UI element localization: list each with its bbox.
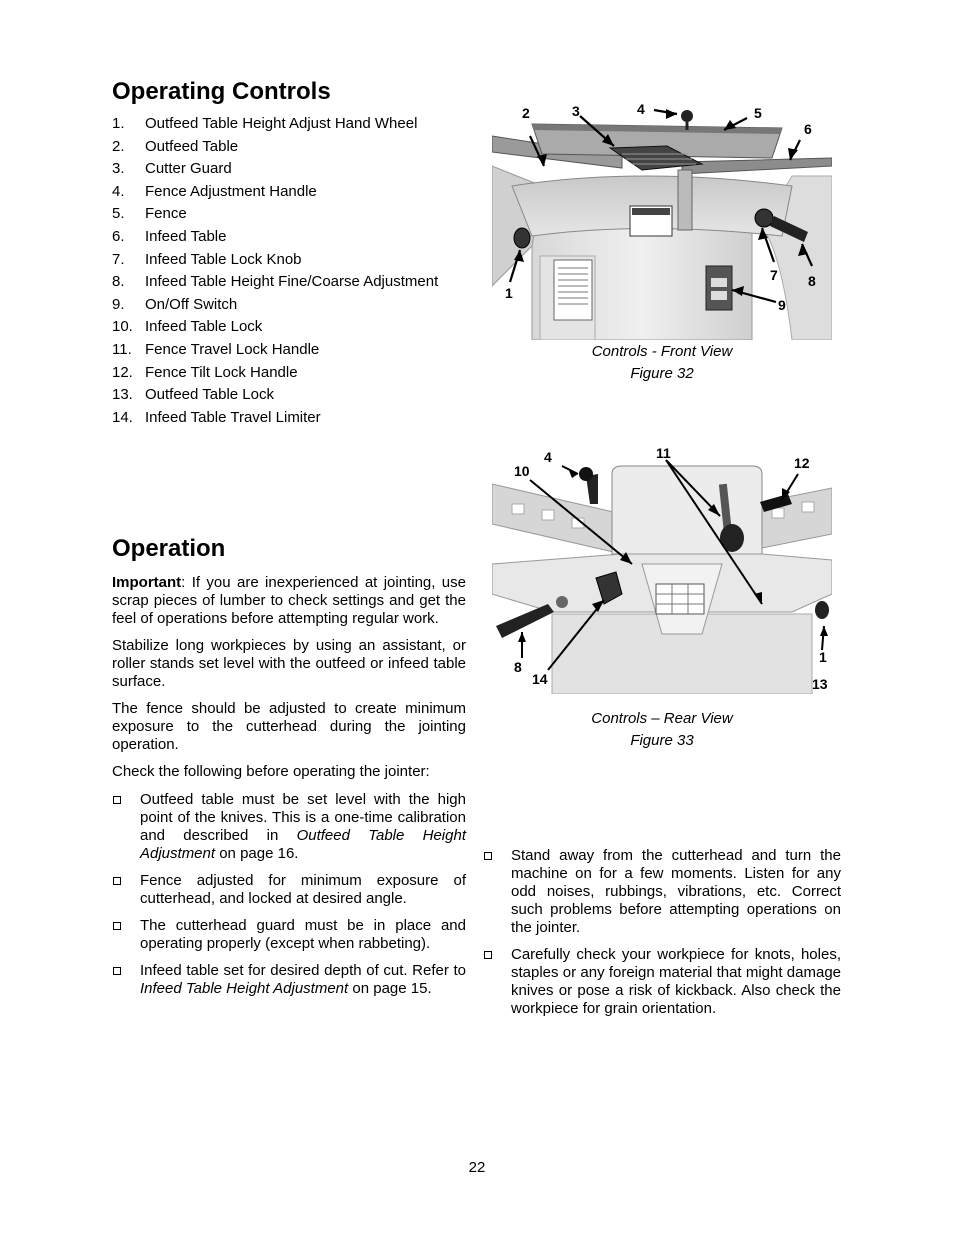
control-item-label: Infeed Table [145,227,227,245]
figure-32-caption-number: Figure 32 [630,365,694,382]
control-item-number: 9. [112,295,125,313]
control-item-label: Infeed Table Lock [145,318,263,336]
callout-4: 4 [544,449,552,465]
control-item [112,158,472,181]
callout-8: 8 [514,659,522,675]
operation-right-column [483,847,841,1018]
callout-1: 1 [819,649,827,665]
control-item-label: Fence [145,205,187,223]
callout-3: 3 [572,103,580,119]
figure-33-rear-view-photo [492,444,832,694]
checklist-item-outfeed: Outfeed table must be set level with the high point of the knives. This is a one-time calibration and described in Outfeed Table Height Adjustment on page 16. [112,791,466,863]
control-item-number: 8. [112,273,125,291]
control-item [112,294,472,317]
important-paragraph [112,574,466,628]
stabilize-paragraph: Stabilize long workpieces by using an assistant, or roller stands set level with the outfeed or infeed table surface. [112,637,466,690]
control-item-label: Infeed Table Height Fine/Coarse Adjustment [145,273,439,291]
control-item [112,407,472,430]
checklist-intro: Check the following before operating the jointer: [112,763,430,780]
callout-12: 12 [794,455,810,471]
checklist-item-infeed: Infeed table set for desired depth of cut. Refer to Infeed Table Height Adjustment on page 15. [112,962,466,998]
control-item-number: 4. [112,182,125,200]
figure-33-caption-title: Controls – Rear View [591,710,733,727]
checklist-item-workpiece: Carefully check your workpiece for knots, holes, staples or any foreign material that might damage knives or pose a risk of kickback. Also check the workpiece for grain orientation. [483,946,841,1018]
callout-4: 4 [637,101,645,117]
control-item-number: 3. [112,160,125,178]
callout-2: 2 [522,105,530,121]
control-item [112,113,472,136]
checklist-left [112,791,466,998]
control-item-number: 6. [112,227,125,245]
figure-33-caption-number: Figure 33 [630,732,694,749]
callout-8: 8 [808,273,816,289]
callout-7: 7 [770,267,778,283]
control-item [112,339,472,362]
control-item-label: Infeed Table Travel Limiter [145,408,321,426]
callout-14: 14 [532,671,548,687]
checkbox-icon [113,967,121,975]
callout-11: 11 [656,445,671,461]
figure-32-caption [492,341,832,385]
section-title-operating-controls: Operating Controls [112,78,331,105]
checklist-item-test-run: Stand away from the cutterhead and turn the machine on for a few moments. Listen for any odd noises, rubbings, vibrations, etc. Correct such problems before attempting operations on the jointer. [483,847,841,937]
control-item-number: 14. [112,408,133,426]
control-item-label: Fence Tilt Lock Handle [145,363,298,381]
control-item-number: 2. [112,137,125,155]
control-item-label: Outfeed Table Height Adjust Hand Wheel [145,115,418,132]
control-item-number: 7. [112,250,125,268]
checklist-item-fence: Fence adjusted for minimum exposure of cutterhead, and locked at desired angle. [112,872,466,908]
callout-5: 5 [754,105,762,121]
jointer-rear-illustration [492,444,832,694]
important-text: : If you are inexperienced at jointing, use scrap pieces of lumber to check settings and get the feel of operations before attempting regular work. [112,574,466,627]
control-item-label: Outfeed Table [145,137,239,155]
control-item [112,136,472,159]
checklist-right [483,847,841,1018]
checkbox-icon [113,877,121,885]
page-number: 22 [468,1159,486,1176]
important-label: Important [112,574,182,591]
checkbox-icon [113,922,121,930]
fence-paragraph: The fence should be adjusted to create minimum exposure to the cutterhead during the jointing operation. [112,700,466,753]
control-item [112,362,472,385]
control-item [112,203,472,226]
control-item-number: 13. [112,386,133,404]
checkbox-icon [113,796,121,804]
control-item [112,384,472,407]
control-item-label: Fence Travel Lock Handle [145,340,320,358]
control-item [112,249,472,272]
jointer-front-illustration [492,96,832,340]
control-item-label: Cutter Guard [145,160,232,178]
callout-6: 6 [804,121,812,137]
section-title-operation: Operation [112,535,226,562]
checklist-item-guard: The cutterhead guard must be in place and operating properly (except when rabbeting). [112,917,466,953]
control-item-number: 11. [112,340,132,358]
figure-32-front-view-photo [492,96,832,340]
control-item [112,271,472,294]
callout-1: 1 [505,285,513,301]
control-item-number: 1. [112,115,125,132]
checkbox-icon [484,852,492,860]
callout-13: 13 [812,676,828,692]
control-item [112,181,472,204]
control-item-label: Outfeed Table Lock [145,386,274,404]
control-item-label: On/Off Switch [145,295,238,313]
figure-32-caption-title: Controls - Front View [591,343,733,360]
callout-10: 10 [514,463,530,479]
checkbox-icon [484,951,492,959]
figure-33-caption [492,708,832,752]
control-item-number: 10. [112,318,133,336]
control-item-label: Fence Adjustment Handle [145,182,317,200]
operation-left-column [112,574,466,998]
callout-9: 9 [778,297,786,313]
control-item [112,316,472,339]
control-item-number: 5. [112,205,125,223]
control-item-label: Infeed Table Lock Knob [145,250,302,268]
control-item-number: 12. [112,363,133,381]
controls-list [112,113,472,429]
control-item [112,226,472,249]
